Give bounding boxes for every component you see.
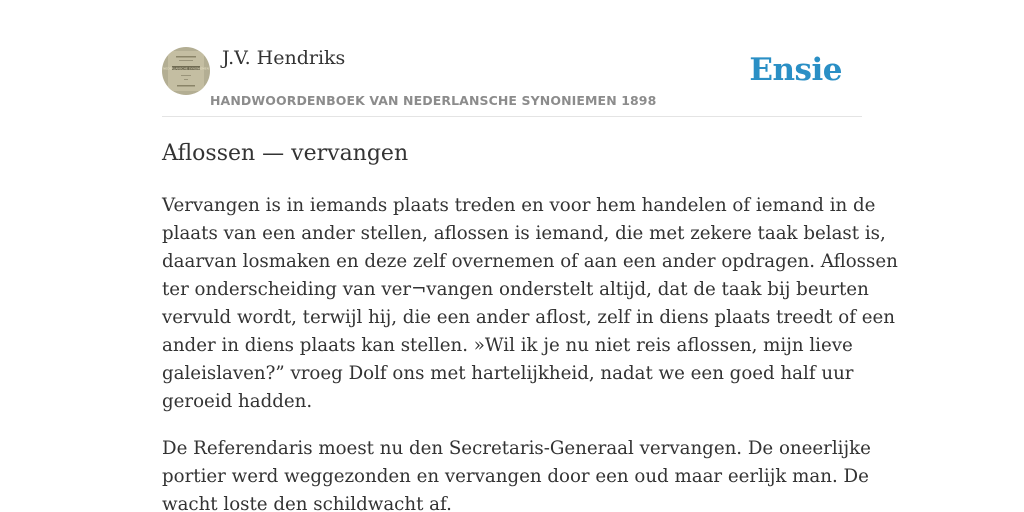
text-line: geroeid hadden. [162,391,313,412]
text-line: ter onderscheiding van ver¬vangen onderstelt altijd, dat de taak bij beurten [162,279,869,300]
author-name[interactable]: J.V. Hendriks [222,47,346,69]
header [162,46,862,117]
text-line: plaats van een ander stellen, aflossen is iemand, die met zekere taak belast is, [162,223,886,244]
avatar[interactable] [162,47,210,95]
text-line: vervuld wordt, terwijl hij, die een ander aflost, zelf in diens plaats treedt of een [162,307,895,328]
paragraph-2 [162,435,871,512]
source-title[interactable]: HANDWOORDENBOEK VAN NEDERLANSCHE SYNONIEMEN 1898 [210,93,657,108]
brand-logo[interactable]: Ensie [749,52,842,88]
text-line: De Referendaris moest nu den Secretaris-Generaal vervangen. De oneerlijke [162,438,871,459]
text-line: ander in diens plaats kan stellen. »Wil ik je nu niet reis aflossen, mijn lieve [162,335,853,356]
text-line: daarvan losmaken en deze zelf overnemen of aan een ander opdragen. Aflossen [162,251,898,272]
text-line: portier werd weggezonden en vervangen door een oud maar eerlijk man. De [162,466,869,487]
book-cover-icon [162,47,210,95]
text-line: wacht loste den schildwacht af. [162,494,452,512]
paragraph-1 [162,192,898,416]
text-line: Vervangen is in iemands plaats treden en voor hem handelen of iemand in de [162,195,876,216]
page-title: Aflossen — vervangen [162,141,409,166]
article-body [162,192,898,512]
avatar-text: NEDERLANSCHE SYNONIEMEN [163,66,209,71]
text-line: galeislaven?” vroeg Dolf ons met hartelijkheid, nadat we een goed half uur [162,363,854,384]
